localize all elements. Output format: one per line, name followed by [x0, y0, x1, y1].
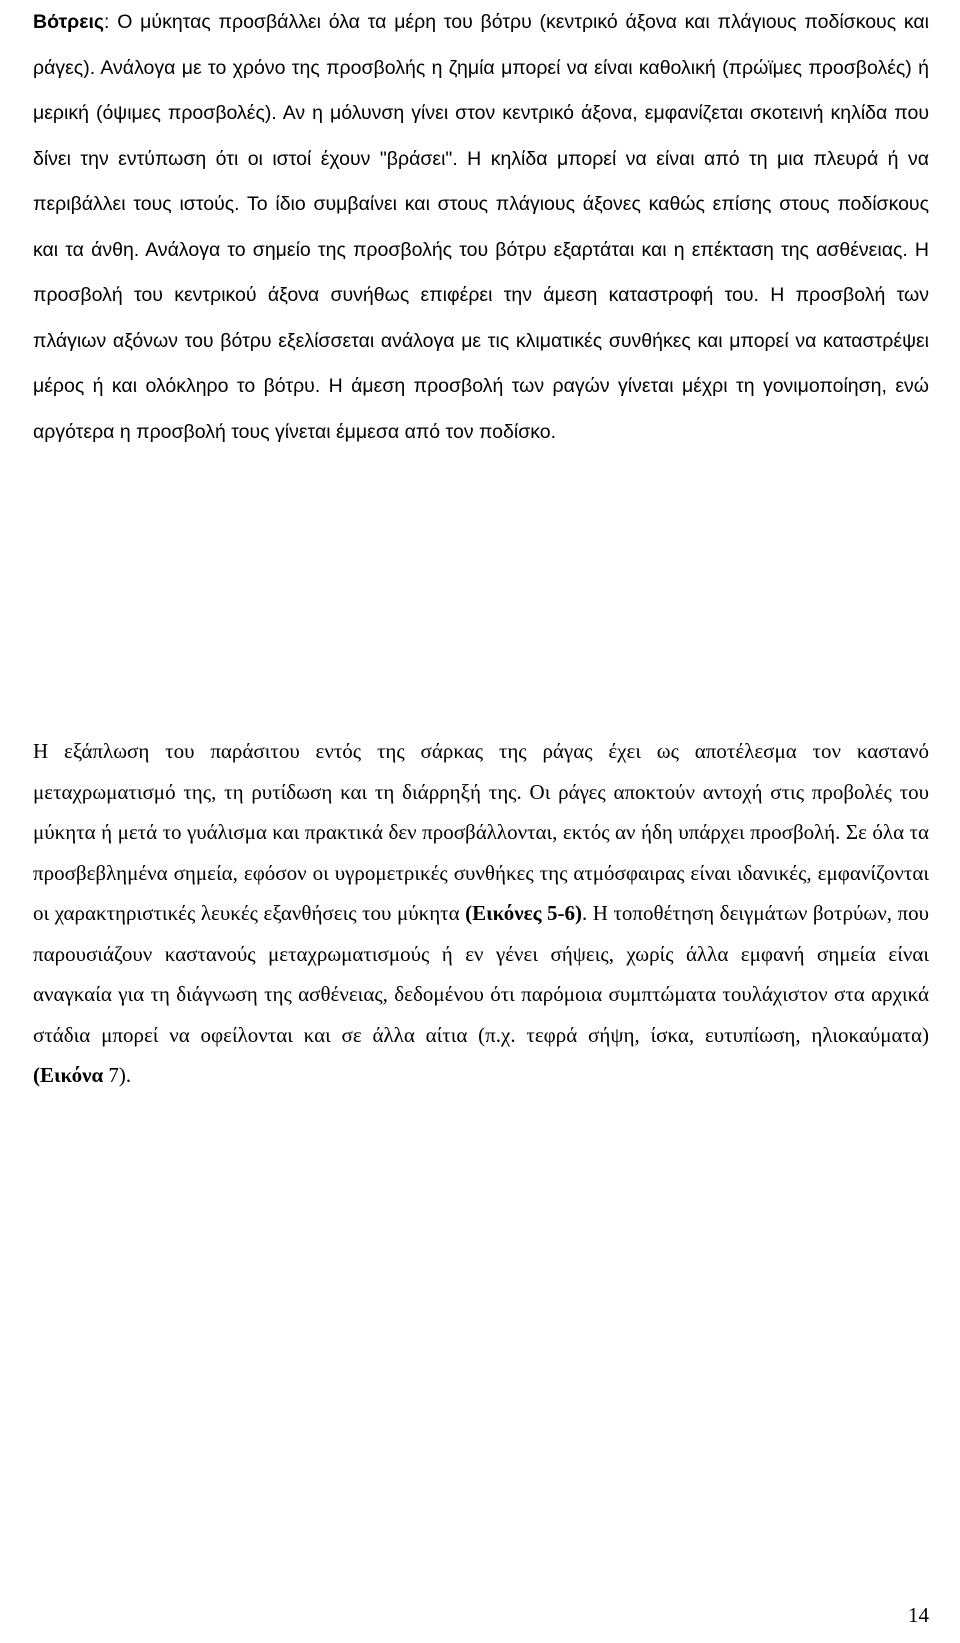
paragraph-1-text: Ο μύκητας προσβάλλει όλα τα μέρη του βότρυ (κεντρικό άξονα και πλάγιους ποδίσκους και ράγες). Ανάλογα με το χρόνο της προσβολής η ζημία μπορεί να είναι καθολική (πρώϊμες προσβολές) ή μερική (όψιμες προσβολές). Αν η μόλυνση γίνει στον κεντρικό άξονα, εμφανίζεται σκοτεινή κηλίδα που δίνει την εντύπωση ότι οι ιστοί έχουν "βράσει". Η κηλίδα μπορεί να είναι από τη μια πλευρά ή να περιβάλλει τους ιστούς. Το ίδιο συμβαίνει και στους πλάγιους άξονες καθώς επίσης στους ποδίσκους και τα άνθη. Ανάλογα το σημείο της προσβολής του βότρυ εξαρτάται και η επέκταση της ασθένειας. Η προσβολή του κεντρικού άξονα συνήθως επιφέρει την άμεση καταστροφή του. Η προσβολή των πλάγιων αξόνων του βότρυ εξελίσσεται ανάλογα με τις κλιματικές συνθήκες και μπορεί να καταστρέψει μέρος ή και ολόκληρο το βότρυ. Η άμεση προσβολή των ραγών γίνεται μέχρι τη γονιμοποίηση, ενώ αργότερα η προσβολή τους γίνεται έμμεσα από τον ποδίσκο.: [33, 11, 930, 443]
paragraph-spread: [33, 731, 929, 1096]
figure-reference-5-6: (Εικόνες 5-6): [465, 901, 582, 925]
paragraph-2-text-a: Η εξάπλωση του παράσιτου εντός της σάρκας της ράγας έχει ως αποτέλεσμα τον καστανό μεταχρωματισμό της, τη ρυτίδωση και τη διάρρηξή της. Οι ράγες αποκτούν αντοχή στις προβολές του μύκητα ή μετά το γυάλισμα και πρακτικά δεν προσβάλλονται, εκτός αν ήδη υπάρχει προσβολή. Σε όλα τα προσβεβλημένα σημεία, εφόσον οι υγρομετρικές συνθήκες της ατμόσφαιρας είναι ιδανικές, εμφανίζονται οι χαρακτηριστικές λευκές εξανθήσεις του μύκητα: [33, 739, 929, 925]
paragraph-2-text-b: . Η τοποθέτηση δειγμάτων βοτρύων, που παρουσιάζουν καστανούς μεταχρωματισμούς ή εν γένει σήψεις, χωρίς άλλα εμφανή σημεία είναι αναγκαία για τη διάγνωση της ασθένειας, δεδομένου ότι παρόμοια συμπτώματα τουλάχιστον στα αρχικά στάδια μπορεί να οφείλονται και σε άλλα αίτια (π.χ. τεφρά σήψη, ίσκα, ευτυπίωση, ηλιοκαύματα): [33, 901, 929, 1047]
paragraph-2-text-c: 7).: [103, 1063, 132, 1087]
page-number: 14: [908, 1603, 929, 1627]
paragraph-bunches: [33, 0, 929, 455]
lead-term-botreis: Βότρεις: [33, 11, 105, 33]
lead-term-colon: :: [104, 11, 118, 33]
figure-reference-7: (Εικόνα: [33, 1063, 104, 1087]
